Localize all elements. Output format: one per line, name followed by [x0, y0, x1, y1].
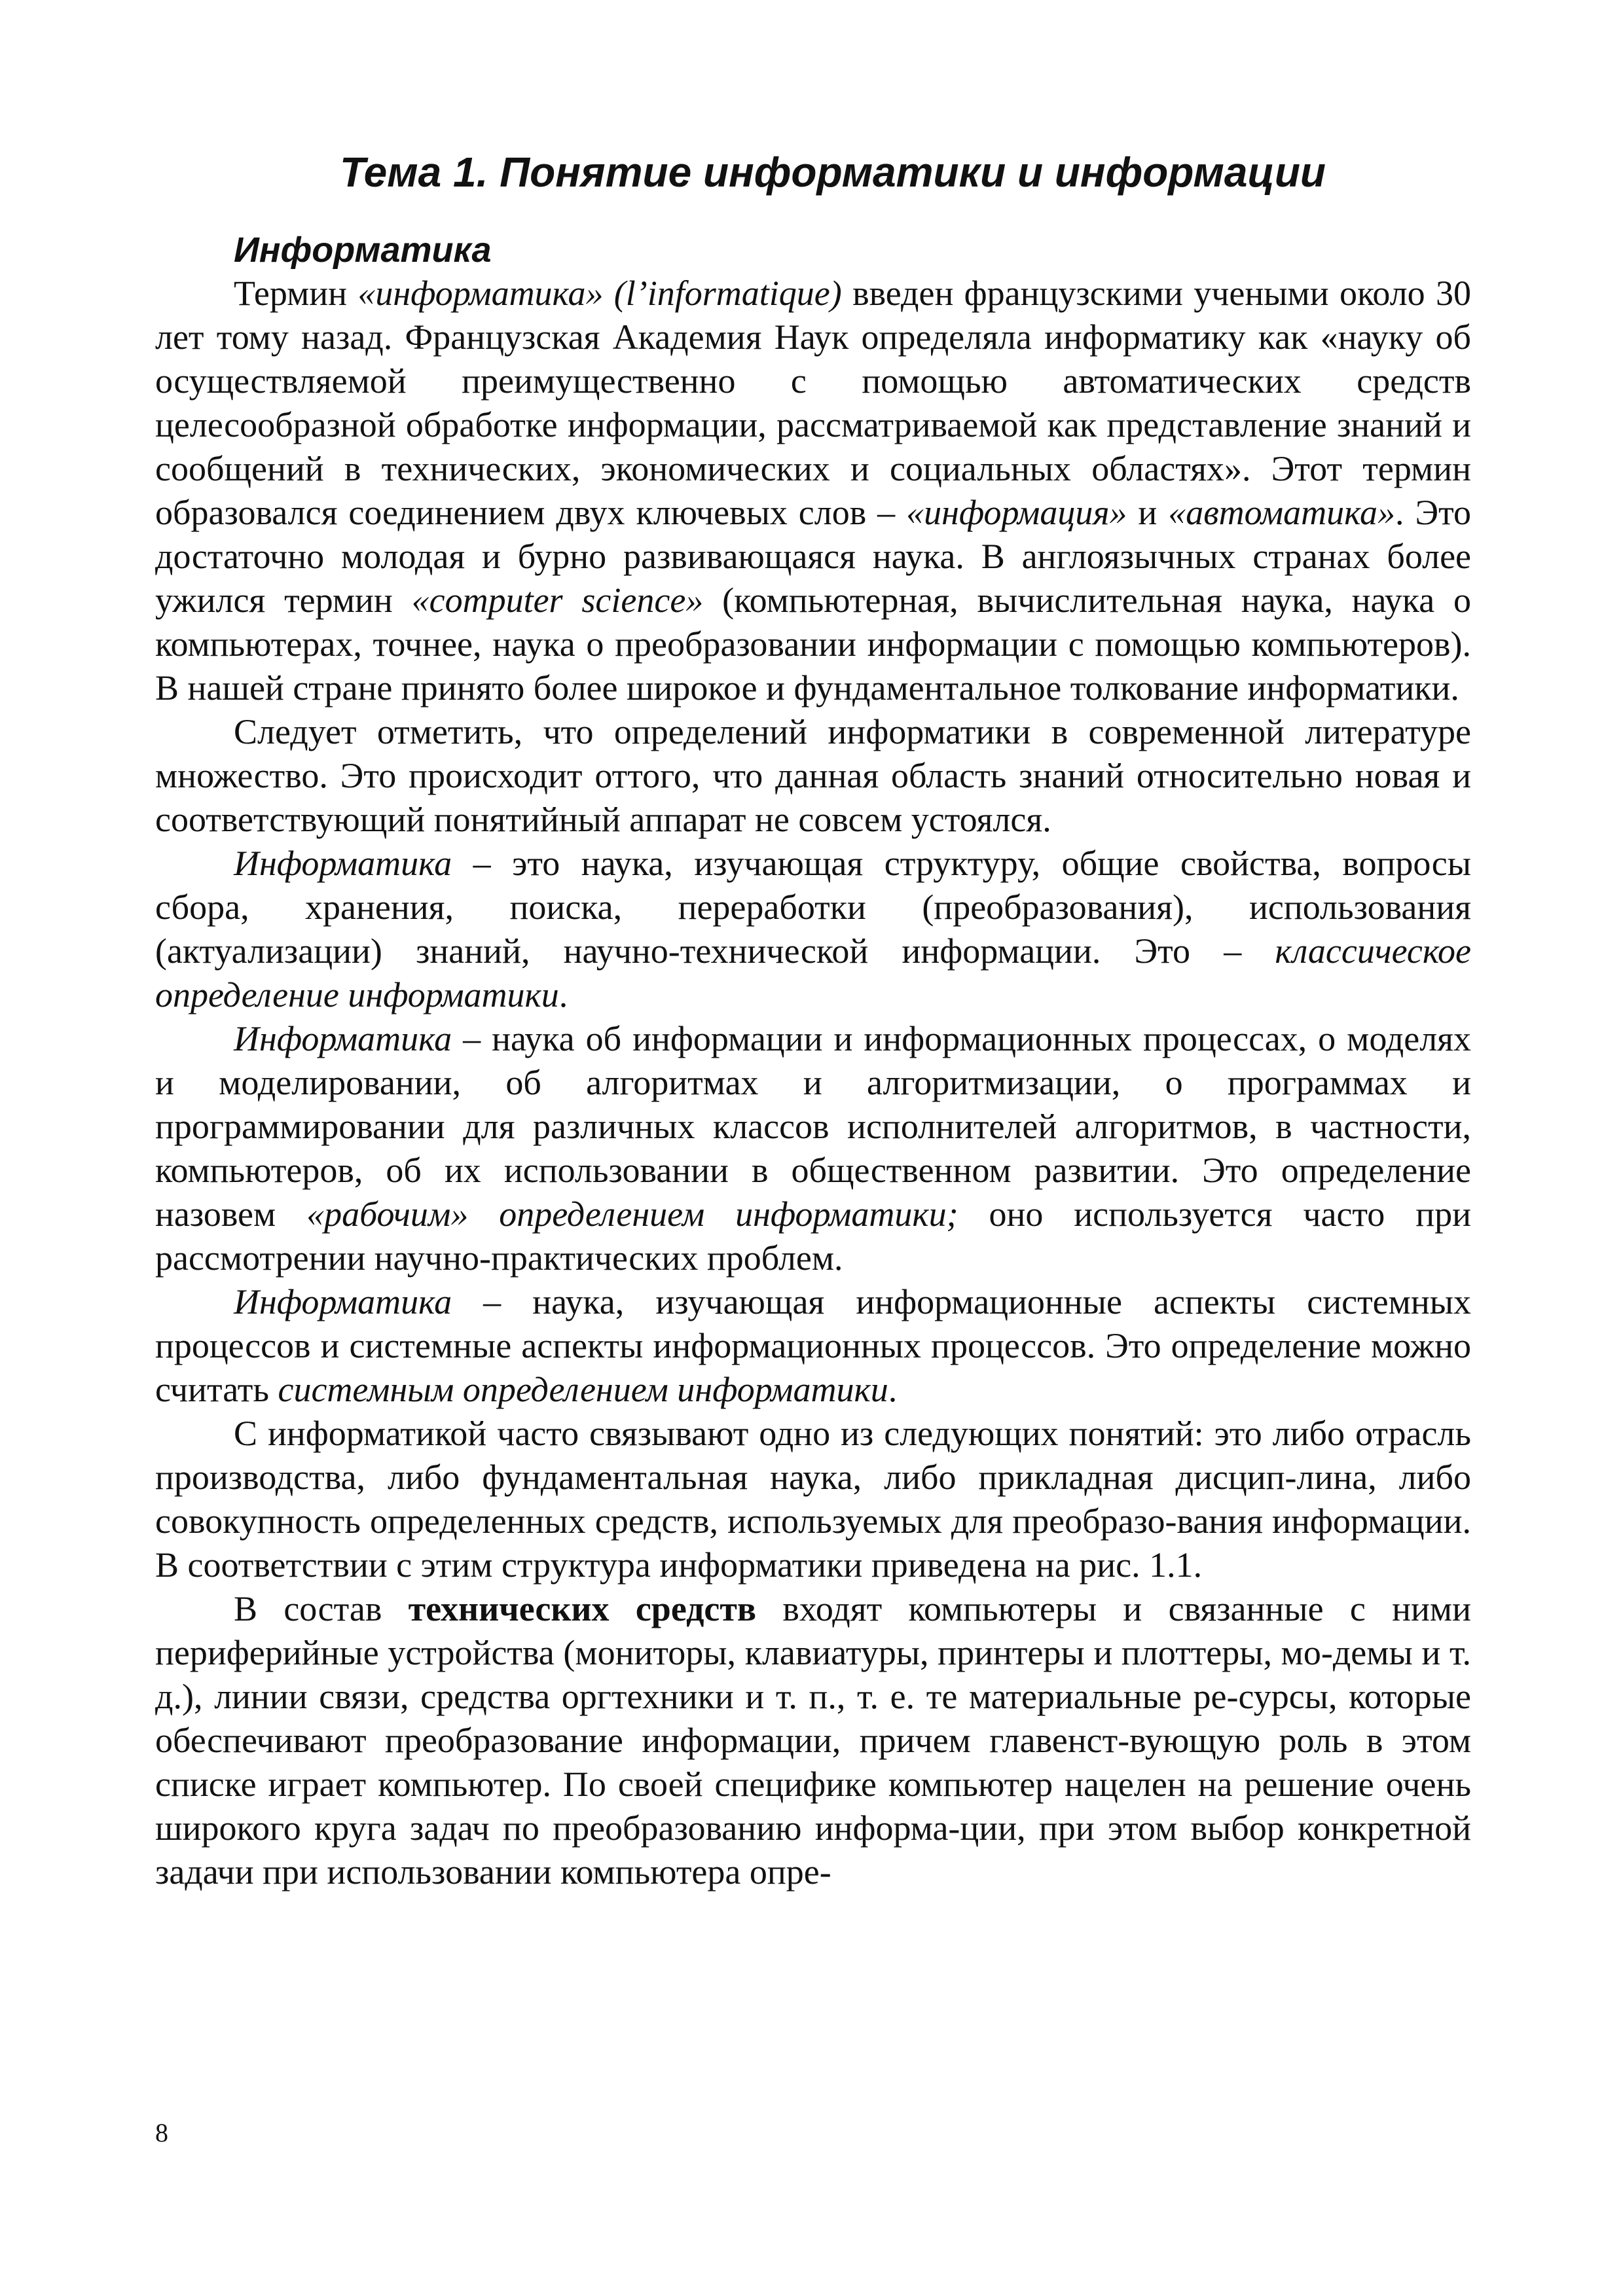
- paragraph-7: [155, 1587, 1471, 1894]
- document-page: [155, 147, 1471, 1894]
- text-run: В состав: [234, 1589, 409, 1628]
- paragraph-4: [155, 1017, 1471, 1280]
- text-run: входят компьютеры и связанные с ними периферийные устройства (мониторы, клавиатуры, принтеры и плоттеры, мо-демы и т. д.), линии связи, средства оргтехники и т. п., т. е. те материальные ре-сурсы, которые обеспечивают преобразование информации, причем главенст-вующую роль в этом списке играет компьютер. По своей специфике компьютер нацелен на решение очень широкого круга задач по преобразованию информа-ции, при этом выбор конкретной задачи при использовании компьютера опре-: [155, 1589, 1471, 1892]
- paragraph-3: [155, 842, 1471, 1017]
- italic-term: «computer science»: [411, 581, 704, 620]
- italic-term: классическое определение информатики: [155, 931, 1471, 1014]
- text-run: – наука об информации и информационных процессах, о моделях и моделировании, об алгоритмах и алгоритмизации, о программах и программировании для различных классов исполнителей алгоритмов, в частности, компьютеров, об их использовании в общественном развитии. Это определение назовем: [155, 1019, 1471, 1234]
- text-run: (компьютерная, вычислительная наука, наука о компьютерах, точнее, наука о преобразовании информации с помощью компьютеров). В нашей стране принято более широкое и фундаментальное толкование информатики.: [155, 581, 1471, 708]
- paragraph-1: [155, 272, 1471, 710]
- page-number: 8: [155, 2118, 168, 2147]
- italic-term: «информация»: [906, 493, 1127, 532]
- section-title: Информатика: [234, 230, 492, 270]
- text-run: и: [1127, 493, 1169, 532]
- text-run: – наука, изучающая информационные аспекты системных процессов и системные аспекты информационных процессов. Это определение можно считать: [155, 1282, 1471, 1409]
- paragraph-2: Следует отметить, что определений информатики в современной литературе множество. Это происходит оттого, что данная область знаний относительно новая и соответствующий понятийный аппарат не совсем устоялся.: [155, 712, 1471, 839]
- text-run: . Это достаточно молодая и бурно развивающаяся наука. В англоязычных странах более ужился термин: [155, 493, 1471, 620]
- italic-term: «информатика» (l’informatique): [357, 274, 842, 313]
- text-run: .: [558, 975, 568, 1014]
- italic-term: системным определением информатики: [278, 1370, 888, 1409]
- paragraph-5: [155, 1280, 1471, 1412]
- italic-term: Информатика: [234, 844, 452, 883]
- text-run: оно используется часто при рассмотрении научно-практических проблем.: [155, 1194, 1472, 1278]
- text-run: .: [888, 1370, 898, 1409]
- text-run: Термин: [234, 274, 358, 313]
- italic-term: «автоматика»: [1168, 493, 1395, 532]
- text-run: – это наука, изучающая структуру, общие свойства, вопросы сбора, хранения, поиска, переработки (преобразования), использования (актуализации) знаний, научно-технической информации. Это –: [155, 844, 1471, 971]
- topic-title: Тема 1. Понятие информатики и информации: [340, 149, 1326, 196]
- paragraph-6: С информатикой часто связывают одно из следующих понятий: это либо отрасль производства, либо фундаментальная наука, либо прикладная дисцип-лина, либо совокупность определенных средств, используемых для преобразо-вания информации. В соответствии с этим структура информатики приведена на рис. 1.1.: [155, 1414, 1471, 1585]
- text-run: введен французскими учеными около 30 лет тому назад. Французская Академия Наук определяла информатику как «науку об осуществляемой преимущественно с помощью автоматических средств целесообразной обработке информации, рассматриваемой как представление знаний и сообщений в технических, экономических и социальных областях». Этот термин образовался соединением двух ключевых слов –: [155, 274, 1471, 532]
- italic-term: «рабочим» определением информатики;: [306, 1194, 958, 1234]
- italic-term: Информатика: [234, 1282, 452, 1321]
- italic-term: Информатика: [234, 1019, 452, 1058]
- bold-term: технических средств: [408, 1589, 757, 1628]
